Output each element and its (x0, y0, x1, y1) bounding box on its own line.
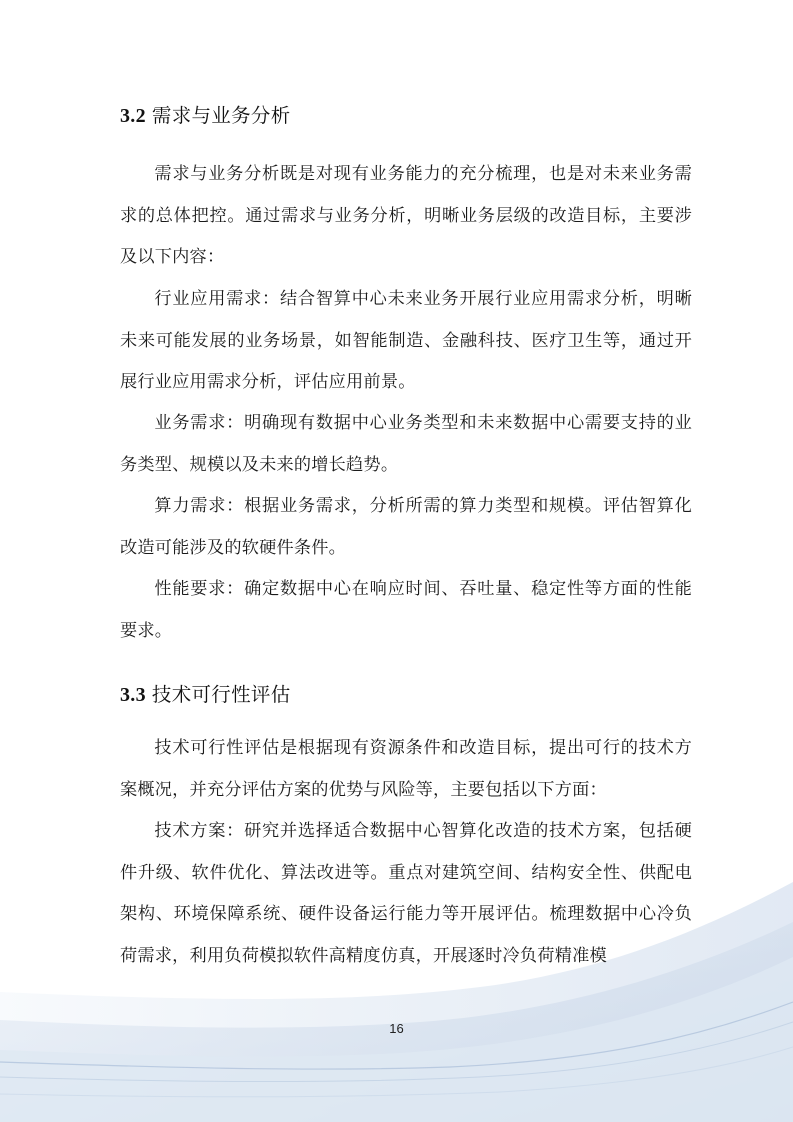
section-title: 技术可行性评估 (151, 683, 291, 706)
section-heading-3-2 (120, 100, 291, 128)
paragraph: 技术可行性评估是根据现有资源条件和改造目标，提出可行的技术方案概况，并充分评估方案的优势与风险等，主要包括以下方面： (120, 738, 692, 800)
section-number: 3.2 (120, 105, 146, 127)
section-heading-3-3 (120, 679, 291, 707)
paragraph: 算力需求：根据业务需求，分析所需的算力类型和规模。评估智算化改造可能涉及的软硬件条件。 (120, 496, 692, 558)
paragraph: 技术方案：研究并选择适合数据中心智算化改造的技术方案，包括硬件升级、软件优化、算法改进等。重点对建筑空间、结构安全性、供配电架构、环境保障系统、硬件设备运行能力等开展评估。梳理数据中心冷负荷需求，利用负荷模拟软件高精度仿真，开展逐时冷负荷精准模 (120, 821, 692, 966)
paragraph: 行业应用需求：结合智算中心未来业务开展行业应用需求分析，明晰未来可能发展的业务场景，如智能制造、金融科技、医疗卫生等，通过开展行业应用需求分析，评估应用前景。 (120, 289, 692, 392)
paragraph: 需求与业务分析既是对现有业务能力的充分梳理，也是对未来业务需求的总体把控。通过需求与业务分析，明晰业务层级的改造目标，主要涉及以下内容： (120, 164, 692, 267)
paragraph: 性能要求：确定数据中心在响应时间、吞吐量、稳定性等方面的性能要求。 (120, 579, 692, 641)
page-number: 16 (389, 1021, 404, 1036)
paragraph: 业务需求：明确现有数据中心业务类型和未来数据中心需要支持的业务类型、规模以及未来的增长趋势。 (120, 413, 692, 475)
section-title: 需求与业务分析 (151, 104, 291, 127)
section-number: 3.3 (120, 684, 146, 706)
